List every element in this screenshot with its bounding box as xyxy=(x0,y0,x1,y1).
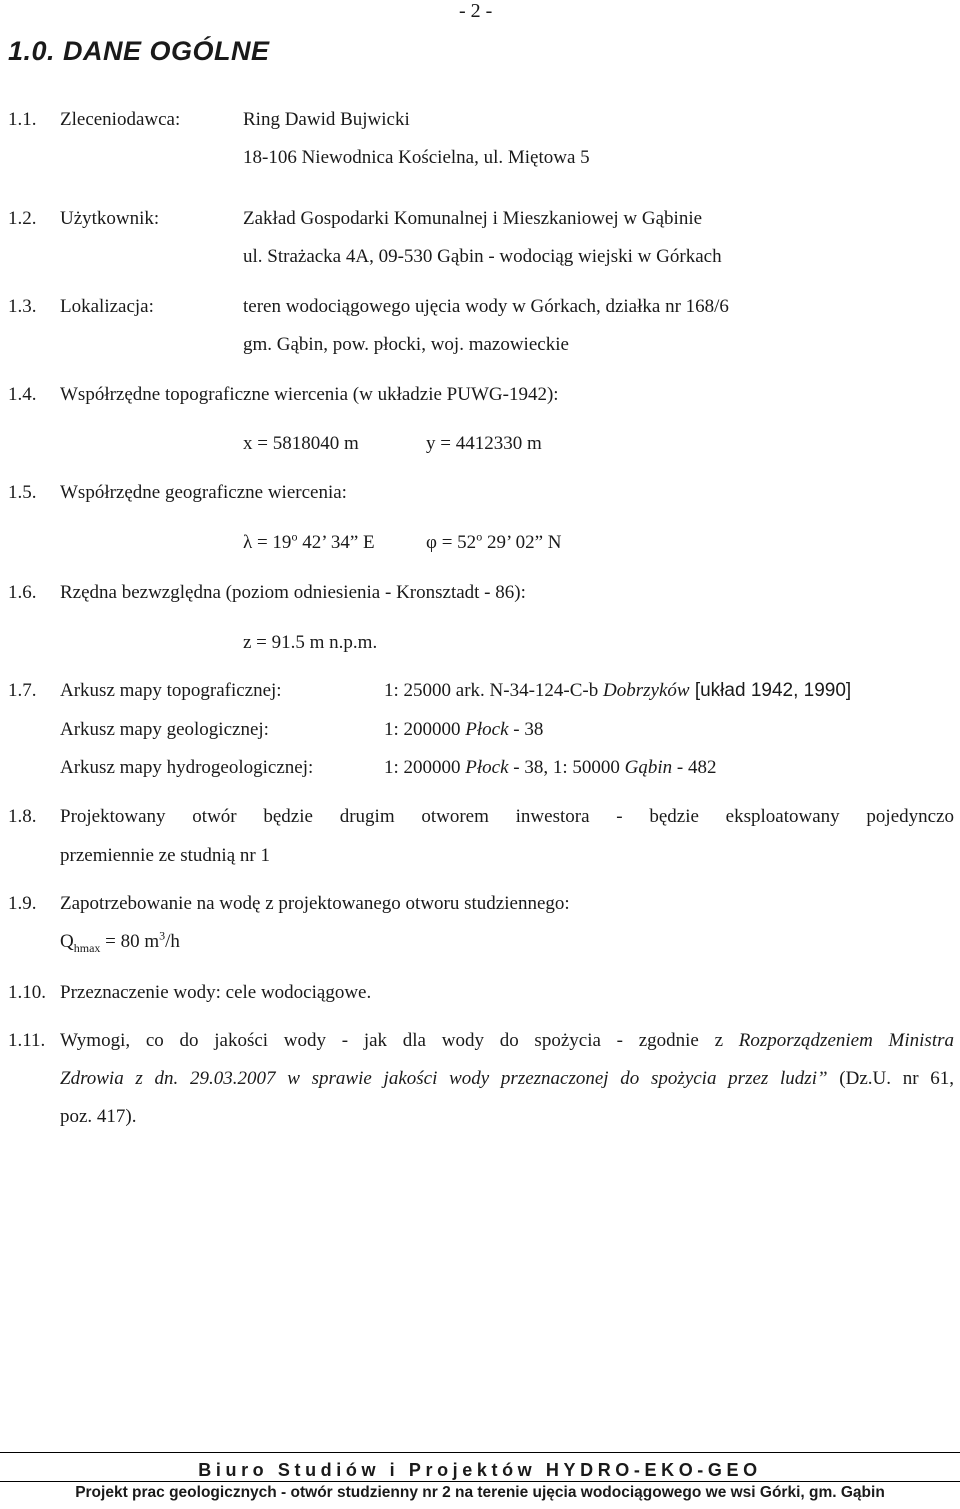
geo-coords-text: Współrzędne geograficzne wiercenia: xyxy=(60,482,347,503)
topo-coords-text: Współrzędne topograficzne wiercenia (w układzie PUWG-1942): xyxy=(60,384,559,405)
coord-lambda: $\lambda = 19^o$ 42’ 34” E xyxy=(243,529,375,553)
client-label: Zleceniodawca: xyxy=(60,109,181,130)
elevation-z: z = 91.5 m n.p.m. xyxy=(243,632,378,653)
item-number: 1.2. xyxy=(8,208,37,229)
page-number: - 2 - xyxy=(459,0,493,22)
coord-phi: $\varphi = 52^o$ 29’ 02” N xyxy=(426,529,562,553)
requirements-line2: Zdrowia z dn. 29.03.2007 w sprawie jakości wody przeznaczonej do spożycia przez ludzi” (Dz.U. nr 61, xyxy=(60,1068,955,1089)
user-label: Użytkownik: xyxy=(60,208,160,229)
client-address: 18-106 Niewodnica Kościelna, ul. Miętowa 5 xyxy=(243,147,590,168)
geo-map-label: Arkusz mapy geologicznej: xyxy=(60,719,269,740)
hydro-map-label: Arkusz mapy hydrogeologicznej: xyxy=(60,757,314,778)
user-address: ul. Strażacka 4A, 09-530 Gąbin - wodociąg wiejski w Górkach xyxy=(243,246,722,267)
geo-map-value: 1: 200000 Płock - 38 xyxy=(384,719,544,740)
topo-map-value: 1: 25000 ark. N-34-124-C-b Dobrzyków [układ 1942, 1990] xyxy=(384,680,852,701)
footer-rule-middle xyxy=(0,1481,960,1482)
location-line2: gm. Gąbin, pow. płocki, woj. mazowieckie xyxy=(243,334,569,355)
location-line1: teren wodociągowego ujęcia wody w Górkach, działka nr 168/6 xyxy=(243,296,729,317)
water-purpose: Przeznaczenie wody: cele wodociągowe. xyxy=(60,982,372,1003)
requirements-line3: poz. 417). xyxy=(60,1106,137,1127)
topo-map-label: Arkusz mapy topograficznej: xyxy=(60,680,282,701)
user-name: Zakład Gospodarki Komunalnej i Mieszkaniowej w Gąbinie xyxy=(243,208,703,229)
item-number: 1.9. xyxy=(8,893,37,914)
project-desc-line2: przemiennie ze studnią nr 1 xyxy=(60,845,270,866)
item-number: 1.6. xyxy=(8,582,37,603)
footer-rule-top xyxy=(0,1452,960,1453)
project-desc-line1: Projektowany otwór będzie drugim otworem inwestora - będzie eksploatowany pojedynczo xyxy=(60,806,954,827)
item-number: 1.1. xyxy=(8,109,37,130)
item-number: 1.5. xyxy=(8,482,37,503)
coord-y: y = 4412330 m xyxy=(426,433,542,454)
item-number: 1.10. xyxy=(8,982,46,1003)
item-number: 1.11. xyxy=(8,1030,46,1051)
item-number: 1.3. xyxy=(8,296,37,317)
location-label: Lokalizacja: xyxy=(60,296,154,317)
hydro-map-value: 1: 200000 Płock - 38, 1: 50000 Gąbin - 482 xyxy=(384,757,717,778)
section-heading: 1.0. DANE OGÓLNE xyxy=(8,36,270,66)
coord-x: x = 5818040 m xyxy=(243,433,359,454)
footer-project: Projekt prac geologicznych - otwór studzienny nr 2 na terenie ujęcia wodociągowego we wsi Górki, gm. Gąbin xyxy=(75,1484,885,1501)
demand-qmax: $Q_{hmax} = 80$ $m^3/h$ xyxy=(60,928,180,955)
item-number: 1.7. xyxy=(8,680,37,701)
footer-company: Biuro Studiów i Projektów HYDRO-EKO-GEO xyxy=(198,1460,762,1480)
requirements-line1: Wymogi, co do jakości wody - jak dla wody do spożycia - zgodnie z Rozporządzeniem Ministra xyxy=(60,1030,955,1051)
elevation-text: Rzędna bezwzględna (poziom odniesienia - Kronsztadt - 86): xyxy=(60,582,526,603)
item-number: 1.4. xyxy=(8,384,37,405)
item-number: 1.8. xyxy=(8,806,37,827)
client-name: Ring Dawid Bujwicki xyxy=(243,109,410,130)
demand-text: Zapotrzebowanie na wodę z projektowanego otworu studziennego: xyxy=(60,893,570,914)
